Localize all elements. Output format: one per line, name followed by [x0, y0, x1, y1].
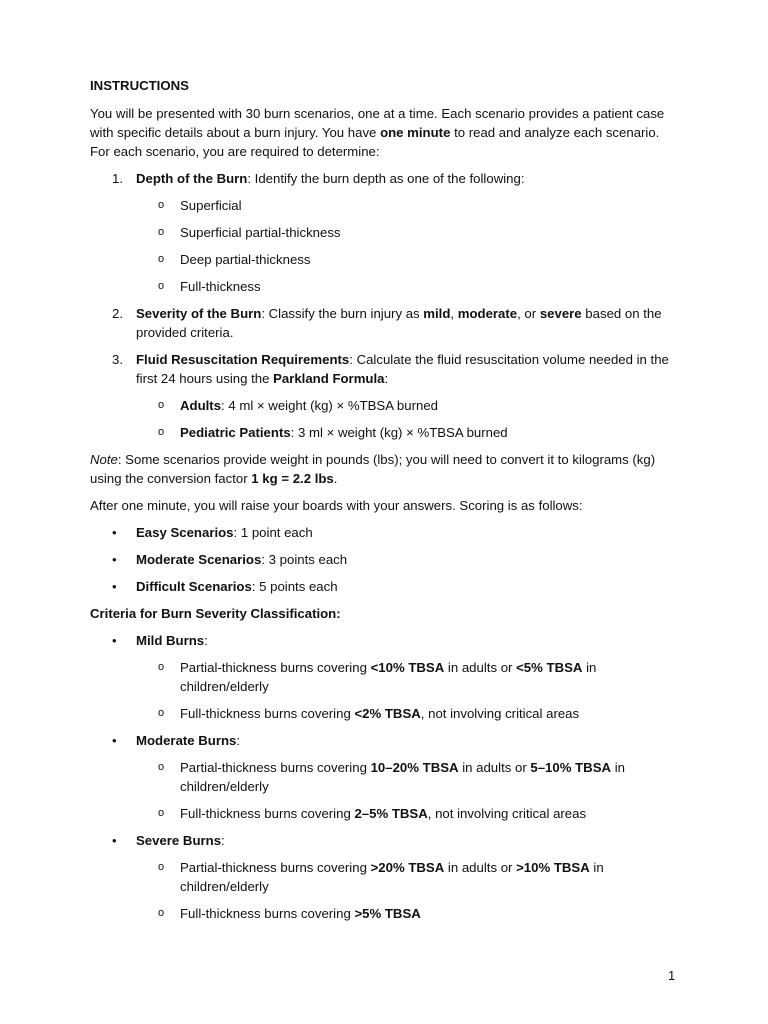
- criteria-heading: Criteria for Burn Severity Classification:: [90, 606, 341, 621]
- criteria-mild-partial: o Partial-thickness burns covering <10% TBSA in adults or <5% TBSA in children/elderly: [158, 660, 597, 694]
- criteria-mild-full: o Full-thickness burns covering <2% TBSA, not involving critical areas: [158, 706, 580, 721]
- formula-adults: o Adults: 4 ml × weight (kg) × %TBSA burned: [158, 398, 438, 413]
- circle-bullet-icon: o: [158, 761, 165, 773]
- page-number: 1: [668, 968, 676, 983]
- list-number: 3.: [112, 352, 123, 367]
- depth-option: o Superficial partial-thickness: [158, 225, 341, 240]
- note-paragraph: Note: Some scenarios provide weight in pounds (lbs); you will need to convert it to kilograms (kg) using the conversion factor 1 kg = 2.2 lbs.: [90, 452, 656, 486]
- list-number: 1.: [112, 171, 123, 186]
- bullet-icon: •: [112, 833, 117, 848]
- bullet-icon: •: [112, 733, 117, 748]
- criteria-moderate-partial: o Partial-thickness burns covering 10–20% TBSA in adults or 5–10% TBSA in children/elderly: [158, 760, 625, 794]
- circle-bullet-icon: o: [158, 426, 165, 438]
- bullet-icon: •: [112, 633, 117, 648]
- bullet-icon: •: [112, 552, 117, 567]
- bullet-icon: •: [112, 525, 117, 540]
- list-item-burn-depth: 1. Depth of the Burn: Identify the burn depth as one of the following:: [112, 171, 525, 186]
- circle-bullet-icon: o: [158, 280, 165, 292]
- criteria-mild: • Mild Burns:: [112, 633, 208, 648]
- circle-bullet-icon: o: [158, 661, 165, 673]
- scoring-easy: • Easy Scenarios: 1 point each: [112, 525, 313, 540]
- bullet-icon: •: [112, 579, 117, 594]
- list-number: 2.: [112, 306, 123, 321]
- scoring-difficult: • Difficult Scenarios: 5 points each: [112, 579, 338, 594]
- scoring-moderate: • Moderate Scenarios: 3 points each: [112, 552, 348, 567]
- criteria-moderate: • Moderate Burns:: [112, 733, 241, 748]
- instructions-heading: INSTRUCTIONS: [90, 78, 189, 93]
- circle-bullet-icon: o: [158, 253, 165, 265]
- intro-paragraph: You will be presented with 30 burn scenarios, one at a time. Each scenario provides a patient case with specific details about a burn injury. You have one minute to read and analyze each scenario. For each scenario, you are required to determine:: [90, 106, 665, 159]
- criteria-severe-partial: o Partial-thickness burns covering >20% TBSA in adults or >10% TBSA in children/elderly: [158, 860, 604, 894]
- depth-option: o Deep partial-thickness: [158, 252, 311, 267]
- criteria-severe-full: o Full-thickness burns covering >5% TBSA: [158, 906, 421, 921]
- circle-bullet-icon: o: [158, 707, 165, 719]
- list-item-fluid-resuscitation: 3. Fluid Resuscitation Requirements: Calculate the fluid resuscitation volume needed in the first 24 hours using the Parkland Formula:: [112, 352, 669, 386]
- criteria-moderate-full: o Full-thickness burns covering 2–5% TBSA, not involving critical areas: [158, 806, 587, 821]
- depth-option: o Superficial: [158, 198, 242, 213]
- criteria-severe: • Severe Burns:: [112, 833, 225, 848]
- formula-pediatric: o Pediatric Patients: 3 ml × weight (kg) × %TBSA burned: [158, 425, 508, 440]
- document-page: [90, 76, 680, 931]
- list-item-burn-severity: 2. Severity of the Burn: Classify the burn injury as mild, moderate, or severe based on the provided criteria.: [112, 306, 662, 340]
- circle-bullet-icon: o: [158, 199, 165, 211]
- circle-bullet-icon: o: [158, 226, 165, 238]
- depth-option: o Full-thickness: [158, 279, 261, 294]
- circle-bullet-icon: o: [158, 807, 165, 819]
- circle-bullet-icon: o: [158, 399, 165, 411]
- circle-bullet-icon: o: [158, 861, 165, 873]
- circle-bullet-icon: o: [158, 907, 165, 919]
- scoring-intro: After one minute, you will raise your boards with your answers. Scoring is as follows:: [90, 498, 583, 513]
